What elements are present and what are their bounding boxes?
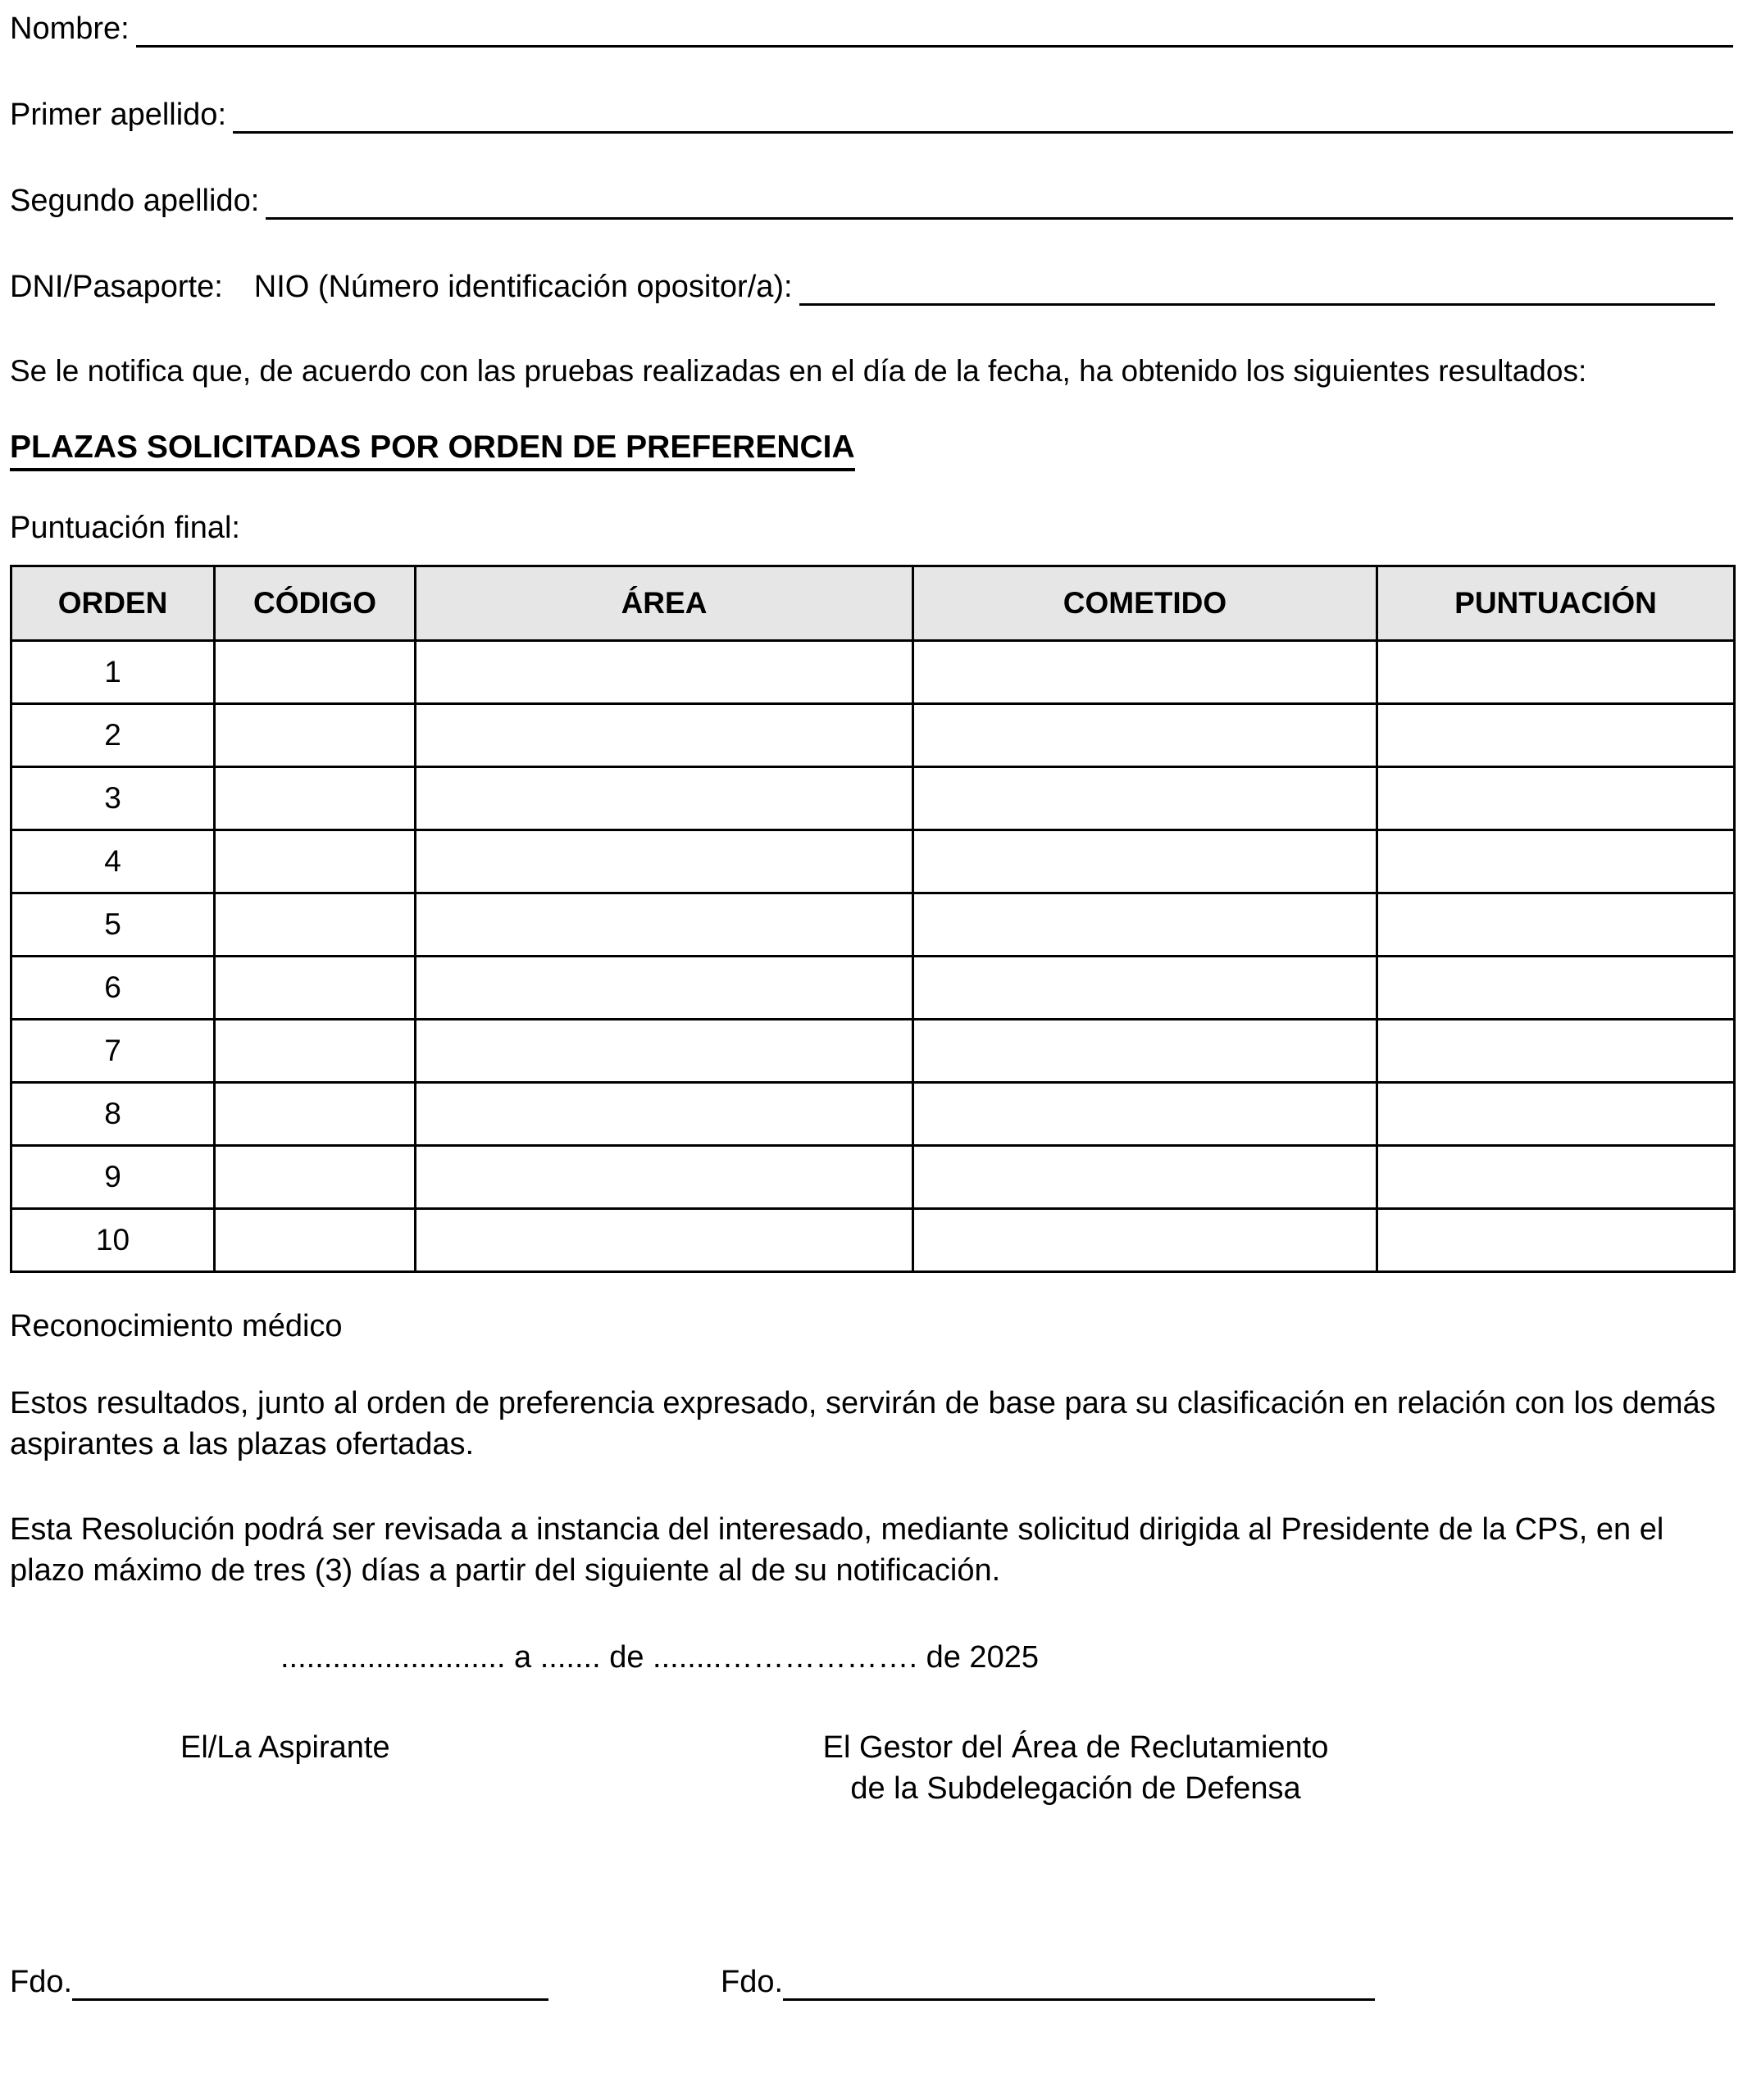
orden-cell: 3	[11, 767, 215, 830]
table-header-row	[11, 566, 1735, 641]
section-heading-text: PLAZAS SOLICITADAS POR ORDEN DE PREFERENCIA	[10, 430, 855, 471]
area-cell	[416, 767, 913, 830]
nio-blank-line	[799, 270, 1715, 306]
cometido-cell	[913, 1083, 1377, 1146]
fdo-left-blank-line	[72, 1965, 548, 2001]
manager-signature-line1: El Gestor del Área de Reclutamiento	[822, 1730, 1329, 1765]
cometido-cell	[913, 641, 1377, 704]
table-header-orden: ORDEN	[11, 566, 215, 641]
cometido-cell	[913, 1209, 1377, 1272]
puntuacion-cell	[1377, 1146, 1735, 1209]
primer-apellido-field-row	[10, 93, 1733, 134]
area-cell	[416, 893, 913, 957]
area-cell	[416, 1209, 913, 1272]
final-score-label: Puntuación final:	[10, 511, 240, 545]
puntuacion-cell	[1377, 704, 1735, 767]
nombre-blank-line	[136, 11, 1733, 48]
puntuacion-cell	[1377, 1083, 1735, 1146]
table-header-puntuacion: PUNTUACIÓN	[1377, 566, 1735, 641]
table-header-area: ÁREA	[416, 566, 913, 641]
orden-cell: 4	[11, 830, 215, 893]
codigo-cell	[215, 767, 416, 830]
table-header-codigo: CÓDIGO	[215, 566, 416, 641]
nombre-field-row	[10, 7, 1733, 48]
signature-lines-row	[10, 1958, 1733, 2001]
fdo-left-label: Fdo.	[10, 1965, 73, 1999]
orden-cell: 9	[11, 1146, 215, 1209]
area-cell	[416, 830, 913, 893]
nombre-label: Nombre:	[10, 11, 130, 46]
table-row	[11, 957, 1735, 1020]
medical-exam-label: Reconocimiento médico	[10, 1309, 343, 1343]
codigo-cell	[215, 1020, 416, 1083]
orden-cell: 5	[11, 893, 215, 957]
orden-cell: 2	[11, 704, 215, 767]
table-row	[11, 830, 1735, 893]
puntuacion-cell	[1377, 893, 1735, 957]
puntuacion-cell	[1377, 830, 1735, 893]
cometido-cell	[913, 704, 1377, 767]
segundo-apellido-label: Segundo apellido:	[10, 184, 260, 218]
area-cell	[416, 1083, 913, 1146]
codigo-cell	[215, 704, 416, 767]
fdo-left-group	[10, 1963, 548, 2001]
codigo-cell	[215, 1146, 416, 1209]
medical-exam-row	[10, 1302, 1733, 1345]
orden-cell: 1	[11, 641, 215, 704]
area-cell	[416, 704, 913, 767]
codigo-cell	[215, 830, 416, 893]
codigo-cell	[215, 1209, 416, 1272]
codigo-cell	[215, 641, 416, 704]
codigo-cell	[215, 957, 416, 1020]
preferences-table	[10, 565, 1736, 1273]
dni-nio-field-row	[10, 265, 1733, 306]
table-header-cometido: COMETIDO	[913, 566, 1377, 641]
puntuacion-cell	[1377, 1020, 1735, 1083]
codigo-cell	[215, 1083, 416, 1146]
area-cell	[416, 957, 913, 1020]
dni-label: DNI/Pasaporte:	[10, 270, 223, 304]
cometido-cell	[913, 957, 1377, 1020]
puntuacion-cell	[1377, 1209, 1735, 1272]
area-cell	[416, 641, 913, 704]
orden-cell: 6	[11, 957, 215, 1020]
table-row	[11, 641, 1735, 704]
orden-cell: 7	[11, 1020, 215, 1083]
puntuacion-cell	[1377, 641, 1735, 704]
applicant-signature-label: El/La Aspirante	[180, 1730, 390, 1765]
fdo-right-label: Fdo.	[721, 1965, 784, 1999]
cometido-cell	[913, 893, 1377, 957]
results-paragraph: Estos resultados, junto al orden de preferencia expresado, servirán de base para su clasificación en relación con los demás aspirantes a las plazas ofertadas.	[10, 1386, 1716, 1461]
orden-cell: 10	[11, 1209, 215, 1272]
table-row	[11, 1083, 1735, 1146]
table-row	[11, 767, 1735, 830]
cometido-cell	[913, 1146, 1377, 1209]
orden-cell: 8	[11, 1083, 215, 1146]
table-row	[11, 893, 1735, 957]
manager-signature-label	[823, 1727, 1329, 1809]
cometido-cell	[913, 1020, 1377, 1083]
cometido-cell	[913, 767, 1377, 830]
table-row	[11, 704, 1735, 767]
table-row	[11, 1020, 1735, 1083]
table-row	[11, 1146, 1735, 1209]
primer-apellido-blank-line	[233, 98, 1733, 134]
fdo-right-group	[721, 1963, 1375, 2001]
primer-apellido-label: Primer apellido:	[10, 98, 226, 132]
signature-labels-row	[10, 1727, 1733, 1809]
notification-text: Se le notifica que, de acuerdo con las pruebas realizadas en el día de la fecha, ha obtenido los siguientes resultados:	[10, 354, 1587, 388]
segundo-apellido-field-row	[10, 179, 1733, 220]
nio-label: NIO (Número identificación opositor/a):	[253, 270, 793, 304]
manager-signature-line2: de la Subdelegación de Defensa	[850, 1771, 1301, 1806]
codigo-cell	[215, 893, 416, 957]
section-heading	[10, 430, 1733, 471]
area-cell	[416, 1146, 913, 1209]
segundo-apellido-blank-line	[266, 184, 1733, 220]
fdo-right-blank-line	[783, 1965, 1375, 2001]
puntuacion-cell	[1377, 957, 1735, 1020]
date-line: .......................... a ....... de ........………………. de 2025	[280, 1640, 1039, 1675]
cometido-cell	[913, 830, 1377, 893]
resolution-paragraph: Esta Resolución podrá ser revisada a instancia del interesado, mediante solicitud dirigida al Presidente de la CPS, en el plazo máximo de tres (3) días a partir del siguiente al de su notificación.	[10, 1512, 1664, 1588]
table-row	[11, 1209, 1735, 1272]
puntuacion-cell	[1377, 767, 1735, 830]
area-cell	[416, 1020, 913, 1083]
